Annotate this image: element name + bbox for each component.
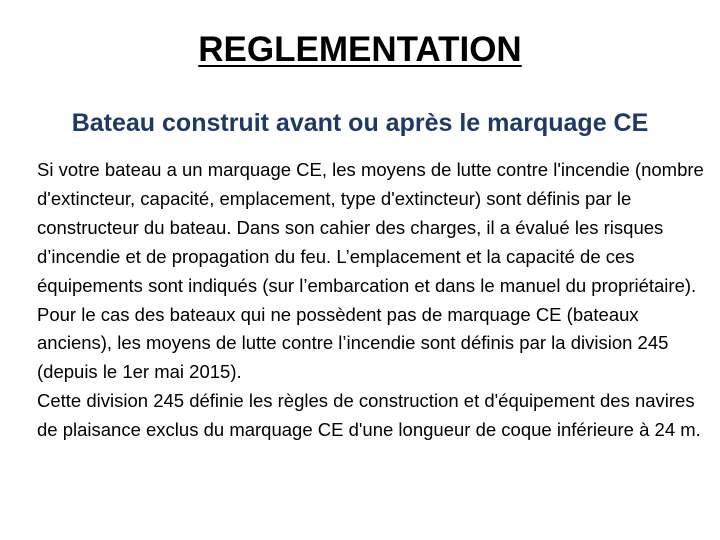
slide-title: REGLEMENTATION: [198, 30, 522, 69]
paragraph-ce-marking: Si votre bateau a un marquage CE, les moyens de lutte contre l'incendie (nombre d'extincteur, capacité, emplacement, type d'extincteur) sont définis par le constructeur du bateau. Dans son cahier des charges, il a évalué les risques d’incendie et de propagation du feu. L’emplacement et la capacité de ces équipements sont indiqués (sur l’embarcation et dans le manuel du propriétaire).: [37, 159, 704, 296]
paragraph-old-boats: Pour le cas des bateaux qui ne possèdent pas de marquage CE (bateaux anciens), les moyens de lutte contre l’incendie sont définis par la division 245 (depuis le 1er mai 2015).: [37, 303, 669, 383]
paragraph-division-245: Cette division 245 définie les règles de construction et d'équipement des navires de plaisance exclus du marquage CE d'une longueur de coque inférieure à 24 m.: [37, 390, 701, 441]
body-text: [37, 156, 707, 445]
slide-subtitle: Bateau construit avant ou après le marquage CE: [71, 109, 649, 137]
